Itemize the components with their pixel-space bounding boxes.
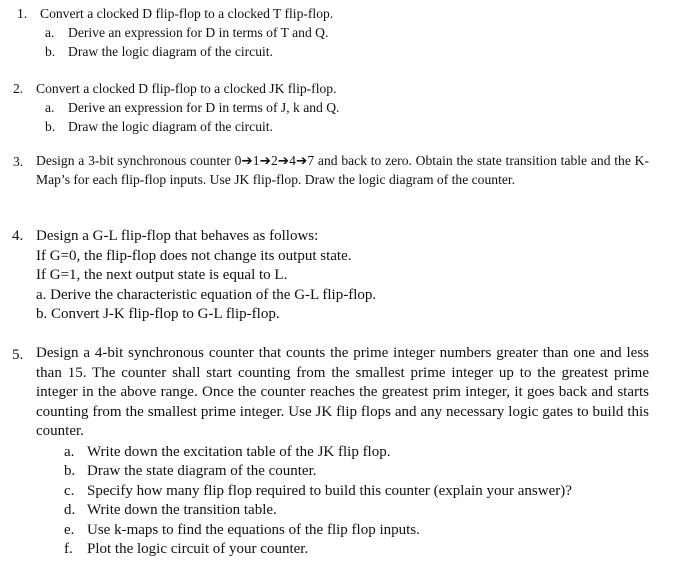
part-label: e. — [64, 522, 75, 538]
part-label: a. — [45, 100, 55, 115]
question-number: 1. — [17, 6, 28, 21]
part-label: b. — [45, 44, 56, 59]
part-text: Draw the logic diagram of the circuit. — [68, 119, 273, 134]
part-label: b. — [64, 463, 76, 479]
part-label: a. — [64, 444, 75, 460]
question-number: 2. — [13, 81, 24, 96]
part-label: d. — [64, 502, 76, 518]
part-text: Derive an expression for D in terms of J, k and Q. — [68, 100, 340, 115]
part-text: Draw the state diagram of the counter. — [87, 463, 317, 479]
question-title: Design a G-L flip-flop that behaves as follows: — [36, 228, 319, 244]
part-text: Derive an expression for D in terms of T and Q. — [68, 25, 329, 40]
part-label: f. — [64, 541, 73, 557]
part-label: a. — [45, 25, 55, 40]
part-label: c. — [64, 483, 75, 499]
question-number: 5. — [12, 347, 24, 363]
question-text: Design a 4-bit synchronous counter that counts the prime integer numbers greater than one and less than 15. The counter shall start counting from the smallest prime integer up to the greatest prime integer in the above range. Once the counter reaches the greatest prim integer, it goes back and starts counting from the smallest prime integer. Use JK flip flops and any necessary logic gates to build this counter. — [36, 345, 649, 439]
question-line: a. Derive the characteristic equation of the G-L flip-flop. — [36, 287, 377, 303]
part-text: Use k-maps to find the equations of the flip flop inputs. — [87, 522, 420, 538]
question-line: b. Convert J-K flip-flop to G-L flip-flop. — [36, 306, 280, 322]
question-title: Convert a clocked D flip-flop to a clocked JK flip-flop. — [36, 81, 337, 96]
question-line: If G=0, the flip-flop does not change its output state. — [36, 248, 352, 264]
part-text: Plot the logic circuit of your counter. — [87, 541, 309, 557]
question-text: Design a 3-bit synchronous counter 0➔1➔2➔4➔7 and back to zero. Obtain the state transition table and the K-Map’s for each flip-flop inputs. Use JK flip-flop. Draw the logic diagram of the counter. — [36, 153, 649, 187]
part-text: Draw the logic diagram of the circuit. — [68, 44, 273, 59]
question-title: Convert a clocked D flip-flop to a clocked T flip-flop. — [40, 6, 334, 21]
part-text: Write down the excitation table of the JK flip flop. — [87, 444, 391, 460]
question-number: 4. — [12, 228, 24, 244]
part-label: b. — [45, 119, 56, 134]
question-number: 3. — [13, 154, 24, 169]
question-line: If G=1, the next output state is equal to L. — [36, 267, 288, 283]
part-text: Write down the transition table. — [87, 502, 277, 518]
part-text: Specify how many flip flop required to build this counter (explain your answer)? — [87, 483, 572, 499]
